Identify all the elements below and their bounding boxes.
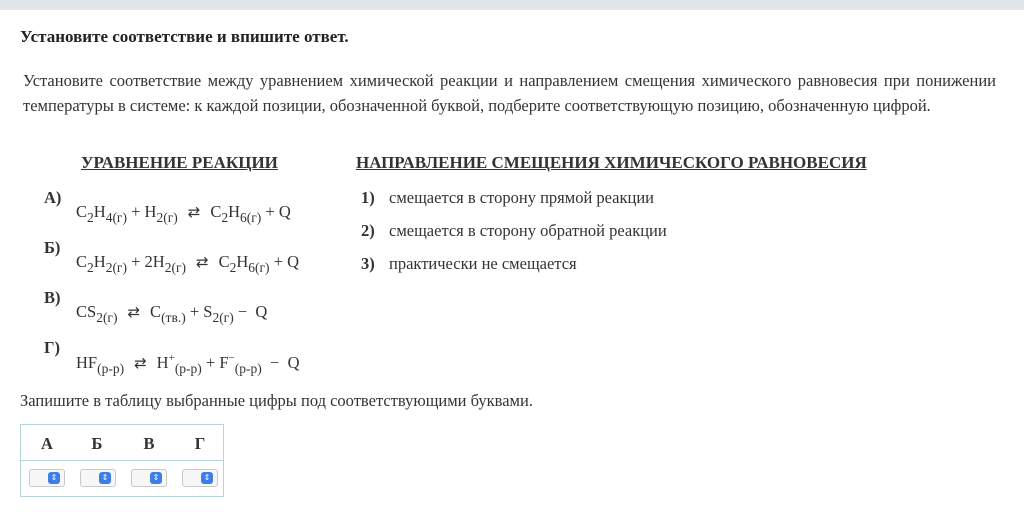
answer-select-b[interactable] <box>80 469 116 487</box>
reaction-letter-b: Б) <box>44 238 61 257</box>
option-text: смещается в сторону обратной реакции <box>389 221 667 240</box>
answer-header-g: Г <box>194 434 206 453</box>
option-number: 2) <box>361 221 375 240</box>
task-text: Установите соответствие между уравнением химической реакции и направлением смещения химического равновесия при понижении температуры в системе: к каждой позиции, обозначенной буквой, подберите соответствующую позицию, обозначенную цифрой. <box>23 71 996 115</box>
task-title: Установите соответствие и впишите ответ. <box>20 27 349 46</box>
select-arrows-icon: ⇕ <box>150 472 162 484</box>
reaction-equation-g: $HF_{(р-р)}$ ⇄ $H^+_{(р-р)} + F^-_{(р-р)} - Q$ <box>76 352 300 376</box>
answer-header-a: А <box>41 434 53 453</box>
reaction-letter-g: Г) <box>44 338 60 357</box>
left-column-heading: УРАВНЕНИЕ РЕАКЦИИ <box>81 153 278 172</box>
option-number: 3) <box>361 254 375 273</box>
answer-select-v[interactable] <box>131 469 167 487</box>
equilibrium-arrow-icon: ⇄ <box>195 253 209 271</box>
option-text: смещается в сторону прямой реакции <box>389 188 654 207</box>
answer-header-row <box>21 425 223 461</box>
right-column-heading: НАПРАВЛЕНИЕ СМЕЩЕНИЯ ХИМИЧЕСКОГО РАВНОВЕСИЯ <box>356 153 867 172</box>
option-1 <box>361 188 654 208</box>
answer-select-a[interactable] <box>29 469 65 487</box>
option-number: 1) <box>361 188 375 207</box>
select-arrows-icon: ⇕ <box>201 472 213 484</box>
top-bar <box>0 0 1024 10</box>
option-2 <box>361 221 667 241</box>
equilibrium-arrow-icon: ⇄ <box>127 303 141 321</box>
reaction-equation-a: $C_2H_{4(г)} + H_{2(г)}$ ⇄ $C_2H_{6(г)} + Q$ <box>76 202 291 225</box>
select-arrows-icon: ⇕ <box>48 472 60 484</box>
equilibrium-arrow-icon: ⇄ <box>187 203 201 221</box>
option-text: практически не смещается <box>389 254 577 273</box>
option-3 <box>361 254 577 274</box>
reaction-equation-v: $CS_{2(г)}$ ⇄ $C_{(тв.)} + S_{2(г)} - Q$ <box>76 302 268 325</box>
answer-select-g[interactable] <box>182 469 218 487</box>
reaction-letter-v: В) <box>44 288 61 307</box>
reaction-letter-a: А) <box>44 188 62 207</box>
equilibrium-arrow-icon: ⇄ <box>134 354 147 372</box>
answer-caption: Запишите в таблицу выбранные цифры под соответствующими буквами. <box>20 391 533 410</box>
select-arrows-icon: ⇕ <box>99 472 111 484</box>
answer-table <box>20 424 224 497</box>
reaction-equation-b: $C_2H_{2(г)} + 2H_{2(г)}$ ⇄ $C_2H_{6(г)} + Q$ <box>76 252 300 275</box>
answer-header-v: В <box>143 434 155 453</box>
answer-header-b: Б <box>91 434 103 453</box>
